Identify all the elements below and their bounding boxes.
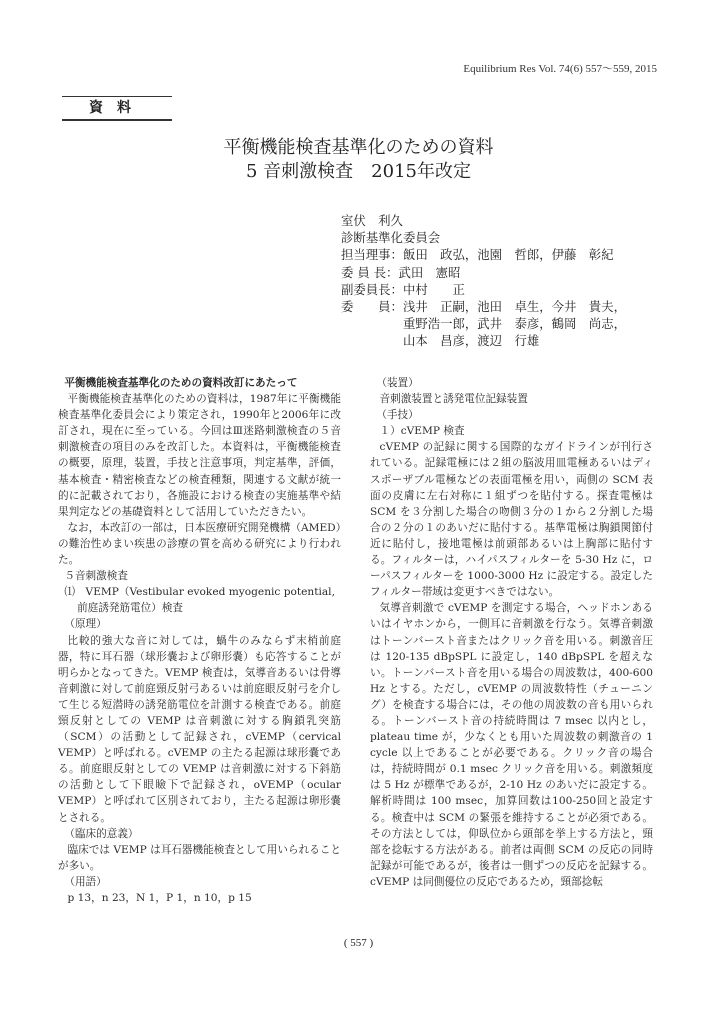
body-paragraph: 平衡機能検査基準化のための資料は，1987年に平衡機能検査基準化委員会により策定され，1990年と2006年に改訂され，現在に至っている。今回はⅢ迷路刺激検査の５音刺激検査の項目のみを改訂した。本資料は，平衡機能検査の概要，原理，装置，手技と注意事項，判定基準，評価，基本検査・精密検査などの検査種類，関連する文献が統一的に記載されており，各施設における検査の実施基準や結果判定などの基礎資料として活用していただきたい。: [58, 393, 341, 518]
subheading: （用語）: [64, 875, 107, 888]
right-column: [370, 375, 653, 890]
title-line-2: 5 音刺激検査 2015年改定: [246, 161, 471, 182]
author-line: 委 員 長：武田 憲昭: [341, 264, 461, 280]
item-heading: ⑴ VEMP（Vestibular evoked myogenic potential,: [64, 586, 335, 599]
section-tag: 資料: [62, 96, 172, 121]
left-column: [58, 375, 341, 906]
body-paragraph: 比較的強大な音に対しては，蝸牛のみならず末梢前庭器，特に耳石器（球形嚢および卵形嚢）も応答することが明らかとなってきた。VEMP 検査は，気導音あるいは骨導音刺激に対して前庭頸反射弓あるいは前庭眼反射弓を介して生じる短潜時の誘発筋電位を計測する検査である。前庭頸反射としての VEMP は音刺激に対する胸鎖乳突筋（SCM）の活動として記録され，cVEMP（cervical VEMP）と呼ばれる。cVEMP の主たる起源は球形嚢である。前庭眼反射としての VEMP は音刺激に対する下斜筋の活動として下眼瞼下で記録され，oVEMP（ocular VEMP）と呼ばれて区別されており，主たる起源は卵形嚢とされる。: [58, 634, 341, 824]
body-paragraph: cVEMP の記録に関する国際的なガイドラインが刊行されている。記録電極には２組の脳波用皿電極あるいはディスポーザブル電極などの表面電極を用い，両側の SCM 表面の皮膚に左右対称に１組ずつを貼付する。探査電極は SCM を３分割した場合の吻側３分の１から２分割した場合の２分の１のあいだに貼付する。基準電極は胸鎖関節付近に貼付し，接地電極は前頭部あるいは上胸部に貼付する。フィルターは，ハイパスフィルターを 5-30 Hz に，ローパスフィルターを 1000-3000 Hz に設定する。設定したフィルター帯域は変更すべきではない。: [370, 441, 653, 599]
body-paragraph: p 13，n 23，N 1，P 1，n 10，p 15: [67, 892, 252, 904]
body-paragraph: １）cVEMP 検査: [379, 425, 465, 438]
body-paragraph: 音刺激装置と誘発電位記録装置: [379, 393, 528, 406]
subheading: （装置）: [376, 377, 419, 389]
author-line: 山本 昌彦，渡辺 行雄: [341, 333, 540, 349]
journal-reference: Equilibrium Res Vol. 74(6) 557～559, 2015: [463, 63, 657, 75]
body-paragraph: なお，本改訂の一部は，日本医療研究開発機構（AMED）の難治性めまい疾患の診療の質を高める研究により行われた。: [58, 521, 341, 567]
body-paragraph: 臨床では VEMP は耳石器機能検査として用いられることが多い。: [58, 843, 341, 872]
body-paragraph: 気導音刺激で cVEMP を測定する場合，ヘッドホンあるいはイヤホンから，一側耳に音刺激を行なう。気導音刺激はトーンバースト音またはクリック音を用いる。刺激音圧は 120-135 dBpSPL に設定し，140 dBpSPL を超えない。トーンバースト音を用いる場合の周波数は，400-600 Hz とする。ただし，cVEMP の周波数特性（チューニング）を検査する場合には，その他の周波数の音も用いられる。トーンバースト音の持続時間は 7 msec 以内とし，plateau time が，少なくとも用いた周波数の刺激音の 1 cycle 以上であることが必要である。クリック音の場合は，持続時間が 0.1 msec クリック音を用いる。刺激頻度は 5 Hz が標準であるが，2-10 Hz のあいだに設定する。解析時間は 100 msec，加算回数は100-250回と設定する。検査中は SCM の緊張を維持することが必須である。その方法としては，仰臥位から頭部を挙上する方法と，頸部を捻転する方法がある。前者は両側 SCM の反応の同時記録が可能であるが，後者は一側ずつの反応を記録する。cVEMP は同側優位の反応であるため，頸部捻転: [370, 602, 653, 888]
article-title: [0, 136, 717, 184]
author-line: 重野浩一郎，武井 泰彦，鶴岡 尚志，: [341, 316, 626, 332]
author-line: 委 員：浅井 正嗣，池田 卓生，今井 貴夫，: [341, 299, 626, 315]
item-heading: ５音刺激検査: [64, 570, 128, 583]
page-number: ( 557 ): [343, 937, 374, 949]
author-line: 室伏 利久: [341, 213, 403, 228]
subheading: （手技）: [376, 409, 419, 422]
author-line: 担当理事：飯田 政弘，池園 哲郎，伊藤 彰紀: [341, 247, 614, 263]
author-line: 副委員長：中村 正: [341, 281, 465, 297]
title-line-1: 平衡機能検査基準化のための資料: [223, 137, 494, 158]
author-block: [341, 212, 626, 350]
subheading: （原理）: [64, 618, 107, 631]
author-line: 診断基準化委員会: [341, 230, 441, 246]
subheading: （臨床的意義）: [64, 827, 139, 840]
section-heading: 平衡機能検査基準化のための資料改訂にあたって: [64, 377, 298, 389]
item-heading-cont: 前庭誘発筋電位）検査: [77, 602, 184, 615]
